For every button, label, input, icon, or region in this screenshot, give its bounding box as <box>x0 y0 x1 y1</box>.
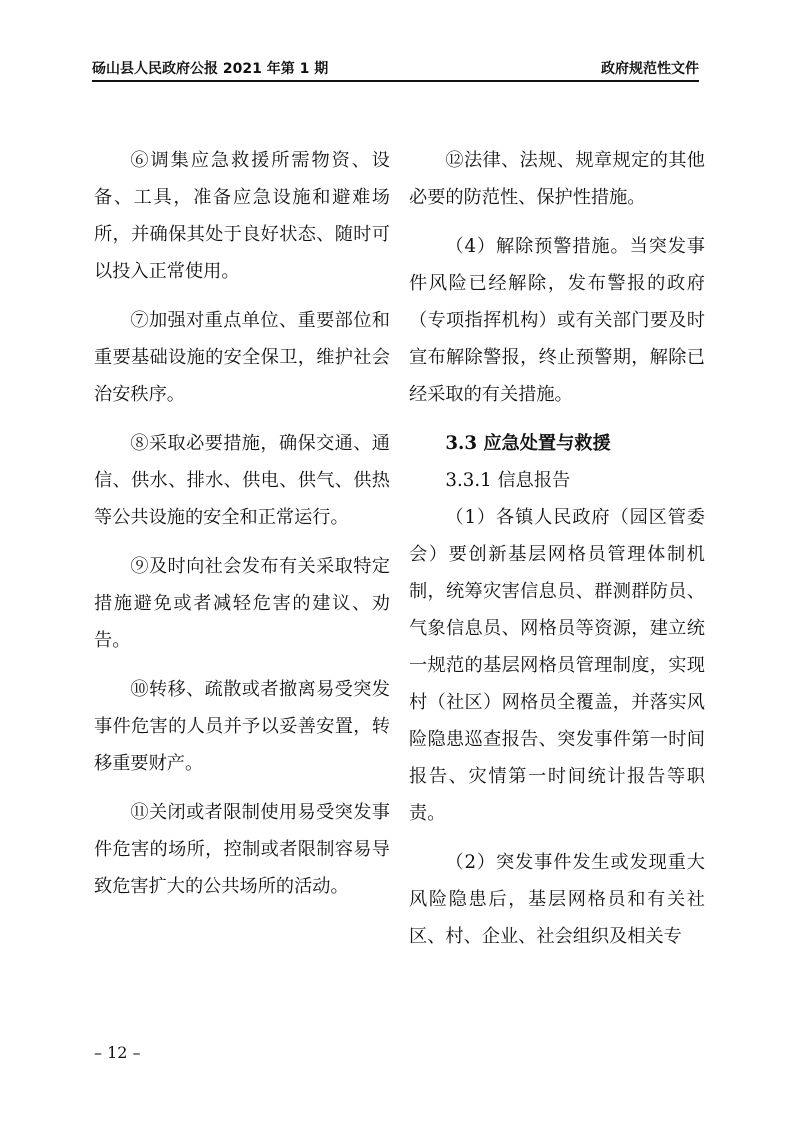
document-category: 政府规范性文件 <box>601 61 699 77</box>
paragraph: ⑥调集应急救援所需物资、设备、工具，准备应急设施和避难场所，并确保其处于良好状态、随时可以投入正常使用。 <box>94 150 390 282</box>
paragraph: （4）解除预警措施。当突发事件风险已经解除，发布警报的政府（专项指挥机构）或有关部门要及时宣布解除警报，终止预警期，解除已经采取的有关措施。 <box>409 236 705 405</box>
paragraph: ⑫法律、法规、规章规定的其他必要的防范性、保护性措施。 <box>409 150 705 208</box>
left-column <box>94 142 390 917</box>
paragraph: （2）突发事件发生或发现重大风险隐患后，基层网格员和有关社区、村、企业、社会组织及相关专 <box>409 852 705 947</box>
bulletin-title: 砀山县人民政府公报 2021 年第 1 期 <box>92 61 329 77</box>
section-heading: 3.3 应急处置与救援 <box>445 433 611 454</box>
paragraph: ⑨及时向社会发布有关采取特定措施避免或者减轻危害的建议、劝告。 <box>94 556 390 651</box>
right-column <box>409 142 705 967</box>
header-rule <box>92 80 699 82</box>
paragraph: ⑦加强对重点单位、重要部位和重要基础设施的安全保卫，维护社会治安秩序。 <box>94 310 390 405</box>
paragraph: ⑪关闭或者限制使用易受突发事件危害的场所，控制或者限制容易导致危害扩大的公共场所的活动。 <box>94 802 390 897</box>
paragraph: （1）各镇人民政府（园区管委会）要创新基层网格员管理体制机制，统筹灾害信息员、群测群防员、气象信息员、网格员等资源，建立统一规范的基层网格员管理制度，实现村（社区）网格员全覆盖，并落实风险隐患巡查报告、突发事件第一时间报告、灾情第一时间统计报告等职责。 <box>409 507 705 824</box>
page-header <box>92 58 699 78</box>
subsection-heading: 3.3.1 信息报告 <box>445 470 571 491</box>
page-number: – 12 – <box>94 1043 141 1062</box>
paragraph: ⑩转移、疏散或者撤离易受突发事件危害的人员并予以妥善安置，转移重要财产。 <box>94 679 390 774</box>
paragraph: ⑧采取必要措施，确保交通、通信、供水、排水、供电、供气、供热等公共设施的安全和正常运行。 <box>94 433 390 528</box>
